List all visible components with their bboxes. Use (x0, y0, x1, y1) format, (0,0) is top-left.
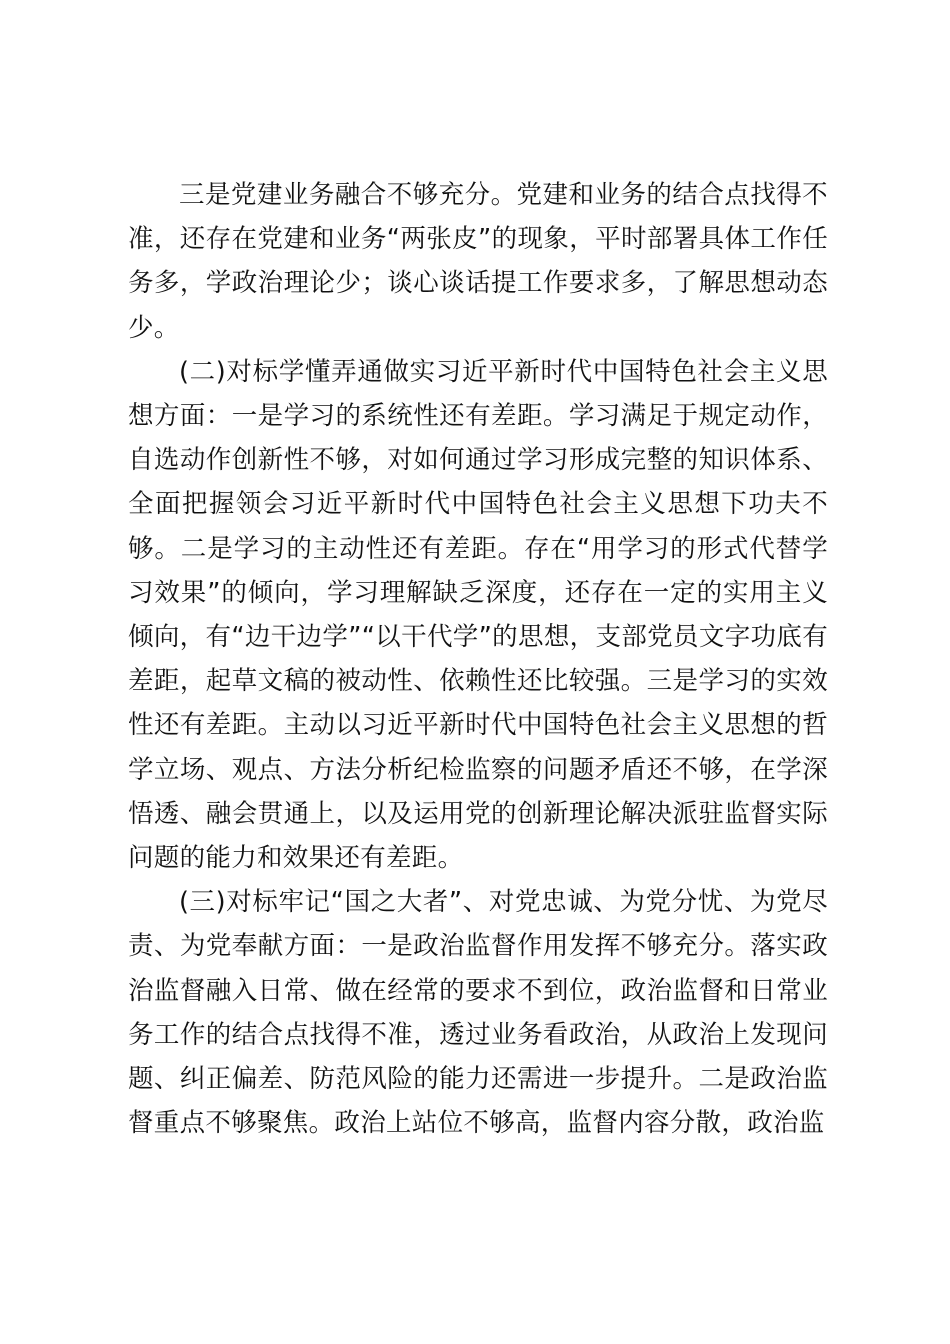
document-body (128, 173, 828, 1145)
paragraph-section-three-supervision: (三)对标牢记“国之大者”、对党忠诚、为党分忧、为党尽责、为党奉献方面：一是政治监督作用发挥不够充分。落实政治监督融入日常、做在经常的要求不到位，政治监督和日常业务工作的结合点找得不准，透过业务看政治，从政治上发现问题、纠正偏差、防范风险的能力还需进一步提升。二是政治监督重点不够聚焦。政治上站位不够高，监督内容分散，政治监 (128, 887, 828, 1139)
paragraph-party-business-integration: 三是党建业务融合不够充分。党建和业务的结合点找得不准，还存在党建和业务“两张皮”的现象，平时部署具体工作任务多，学政治理论少；谈心谈话提工作要求多，了解思想动态少。 (128, 180, 828, 343)
paragraph-section-two-study: (二)对标学懂弄通做实习近平新时代中国特色社会主义思想方面：一是学习的系统性还有差距。学习满足于规定动作，自选动作创新性不够，对如何通过学习形成完整的知识体系、全面把握领会习近平新时代中国特色社会主义思想下功夫不够。二是学习的主动性还有差距。存在“用学习的形式代替学习效果”的倾向，学习理解缺乏深度，还存在一定的实用主义倾向，有“边干边学”“以干代学”的思想，支部党员文字功底有差距，起草文稿的被动性、依赖性还比较强。三是学习的实效性还有差距。主动以习近平新时代中国特色社会主义思想的哲学立场、观点、方法分析纪检监察的问题矛盾还不够，在学深悟透、融会贯通上，以及运用党的创新理论解决派驻监督实际问题的能力和效果还有差距。 (128, 356, 828, 874)
